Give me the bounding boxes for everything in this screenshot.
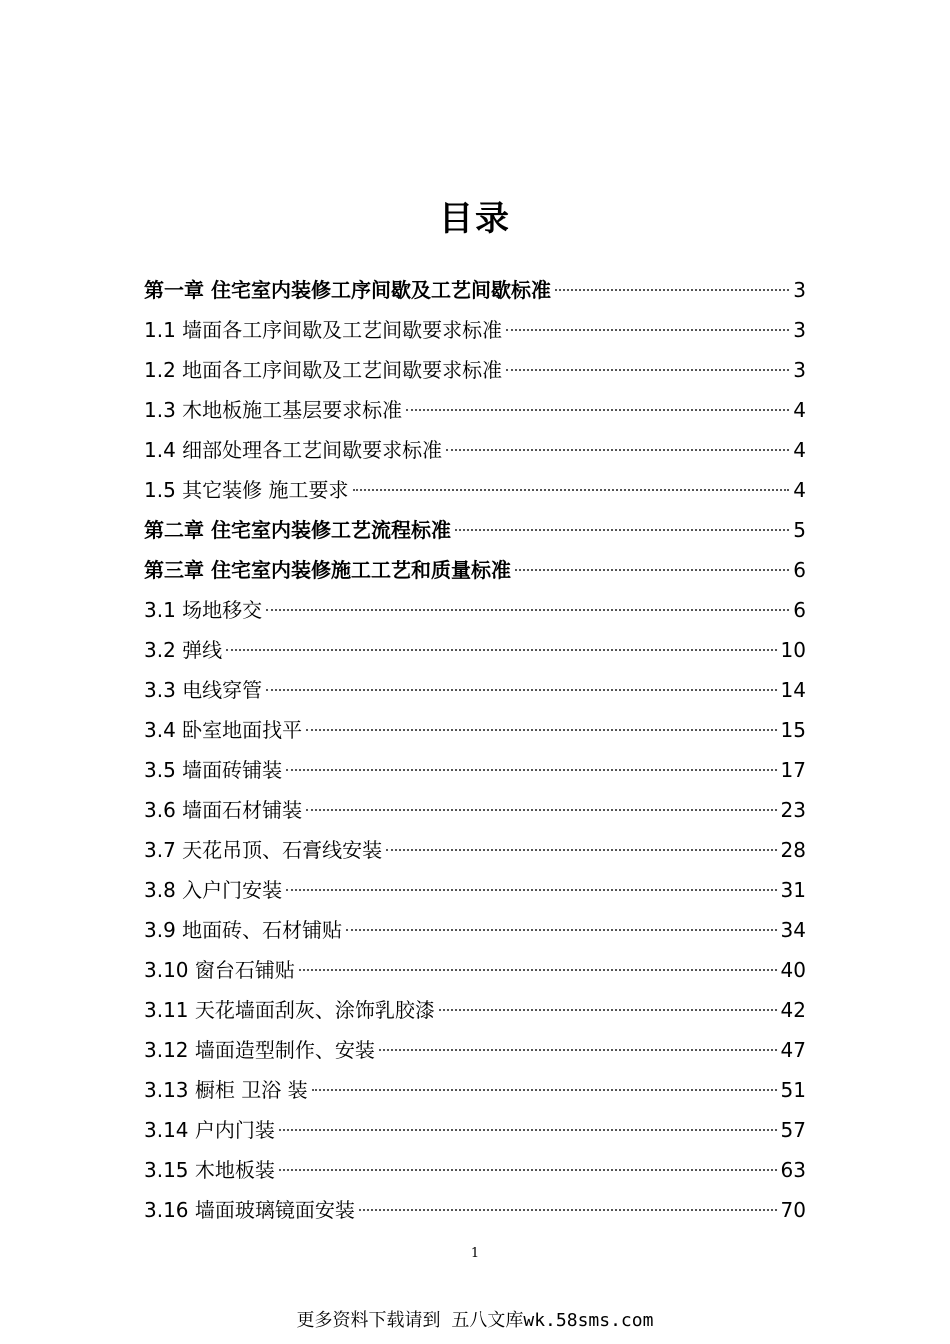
toc-entry-page: 28 [780, 838, 806, 862]
toc-entry-page: 6 [793, 558, 806, 582]
toc-entry-title: 3.3 电线穿管 [144, 678, 263, 702]
toc-section-entry[interactable] [144, 670, 806, 710]
toc-section-entry[interactable] [144, 1030, 806, 1070]
toc-dot-leader [353, 489, 790, 491]
toc-section-entry[interactable] [144, 990, 806, 1030]
toc-dot-leader [266, 689, 776, 691]
toc-entry-page: 3 [793, 358, 806, 382]
toc-dot-leader [446, 449, 789, 451]
toc-section-entry[interactable] [144, 590, 806, 630]
toc-entry-page: 51 [780, 1078, 806, 1102]
toc-dot-leader [455, 529, 789, 531]
toc-dot-leader [439, 1009, 777, 1011]
toc-section-entry[interactable] [144, 830, 806, 870]
toc-entry-title: 3.6 墙面石材铺装 [144, 798, 303, 822]
toc-chapter-entry[interactable] [144, 510, 806, 550]
toc-dot-leader [279, 1129, 777, 1131]
toc-entry-title: 3.1 场地移交 [144, 598, 263, 622]
toc-entry-title: 3.7 天花吊顶、石膏线安装 [144, 838, 383, 862]
toc-entry-page: 3 [793, 278, 806, 302]
toc-entry-title: 3.15 木地板装 [144, 1158, 275, 1182]
toc-entry-page: 6 [793, 598, 806, 622]
toc-section-entry[interactable] [144, 1110, 806, 1150]
toc-dot-leader [279, 1169, 777, 1171]
toc-dot-leader [286, 769, 776, 771]
toc-entry-title: 第一章 住宅室内装修工序间歇及工艺间歇标准 [144, 278, 551, 302]
toc-entry-page: 31 [780, 878, 806, 902]
toc-entry-page: 15 [780, 718, 806, 742]
toc-section-entry[interactable] [144, 1070, 806, 1110]
toc-dot-leader [406, 409, 789, 411]
toc-entry-page: 3 [793, 318, 806, 342]
toc-section-entry[interactable] [144, 630, 806, 670]
page-number: 1 [470, 1246, 480, 1261]
table-of-contents [144, 270, 806, 1230]
toc-entry-title: 1.3 木地板施工基层要求标准 [144, 398, 403, 422]
toc-section-entry[interactable] [144, 470, 806, 510]
toc-entry-title: 3.13 橱柜 卫浴 装 [144, 1078, 308, 1102]
toc-dot-leader [266, 609, 789, 611]
toc-dot-leader [286, 889, 776, 891]
toc-dot-leader [312, 1089, 777, 1091]
toc-section-entry[interactable] [144, 350, 806, 390]
toc-entry-page: 40 [780, 958, 806, 982]
toc-dot-leader [346, 929, 776, 931]
toc-dot-leader [306, 729, 776, 731]
toc-entry-title: 3.2 弹线 [144, 638, 223, 662]
footer-download-note: 更多资料下载请到 五八文库wk.58sms.com [296, 1310, 654, 1331]
toc-dot-leader [359, 1209, 777, 1211]
toc-entry-title: 3.16 墙面玻璃镜面安装 [144, 1198, 355, 1222]
toc-entry-page: 23 [780, 798, 806, 822]
toc-dot-leader [386, 849, 776, 851]
toc-entry-title: 3.5 墙面砖铺装 [144, 758, 283, 782]
toc-dot-leader [226, 649, 776, 651]
toc-section-entry[interactable] [144, 950, 806, 990]
toc-entry-title: 第三章 住宅室内装修施工工艺和质量标准 [144, 558, 511, 582]
toc-entry-page: 10 [780, 638, 806, 662]
toc-entry-page: 17 [780, 758, 806, 782]
toc-dot-leader [306, 809, 776, 811]
toc-entry-page: 34 [780, 918, 806, 942]
toc-dot-leader [379, 1049, 777, 1051]
page-title: 目录 [439, 198, 511, 239]
toc-dot-leader [515, 569, 789, 571]
toc-chapter-entry[interactable] [144, 270, 806, 310]
toc-entry-page: 47 [780, 1038, 806, 1062]
toc-entry-page: 57 [780, 1118, 806, 1142]
toc-dot-leader [299, 969, 777, 971]
toc-entry-title: 3.8 入户门安装 [144, 878, 283, 902]
toc-entry-title: 1.2 地面各工序间歇及工艺间歇要求标准 [144, 358, 503, 382]
toc-entry-page: 5 [793, 518, 806, 542]
toc-section-entry[interactable] [144, 910, 806, 950]
toc-section-entry[interactable] [144, 310, 806, 350]
toc-section-entry[interactable] [144, 710, 806, 750]
toc-section-entry[interactable] [144, 750, 806, 790]
toc-entry-page: 4 [793, 398, 806, 422]
toc-entry-page: 4 [793, 438, 806, 462]
toc-dot-leader [506, 369, 789, 371]
toc-entry-title: 3.12 墙面造型制作、安装 [144, 1038, 375, 1062]
toc-dot-leader [555, 289, 789, 291]
toc-section-entry[interactable] [144, 1150, 806, 1190]
toc-section-entry[interactable] [144, 430, 806, 470]
toc-chapter-entry[interactable] [144, 550, 806, 590]
toc-entry-title: 3.10 窗台石铺贴 [144, 958, 295, 982]
toc-entry-page: 63 [780, 1158, 806, 1182]
toc-entry-title: 1.1 墙面各工序间歇及工艺间歇要求标准 [144, 318, 503, 342]
toc-entry-title: 1.5 其它装修 施工要求 [144, 478, 349, 502]
toc-entry-page: 70 [780, 1198, 806, 1222]
toc-entry-title: 3.9 地面砖、石材铺贴 [144, 918, 343, 942]
toc-entry-title: 第二章 住宅室内装修工艺流程标准 [144, 518, 451, 542]
toc-section-entry[interactable] [144, 390, 806, 430]
toc-entry-title: 1.4 细部处理各工艺间歇要求标准 [144, 438, 443, 462]
toc-entry-page: 4 [793, 478, 806, 502]
toc-entry-page: 14 [780, 678, 806, 702]
toc-entry-title: 3.4 卧室地面找平 [144, 718, 303, 742]
toc-entry-title: 3.11 天花墙面刮灰、涂饰乳胶漆 [144, 998, 435, 1022]
toc-entry-title: 3.14 户内门装 [144, 1118, 275, 1142]
toc-dot-leader [506, 329, 789, 331]
toc-section-entry[interactable] [144, 1190, 806, 1230]
toc-entry-page: 42 [780, 998, 806, 1022]
toc-section-entry[interactable] [144, 870, 806, 910]
toc-section-entry[interactable] [144, 790, 806, 830]
